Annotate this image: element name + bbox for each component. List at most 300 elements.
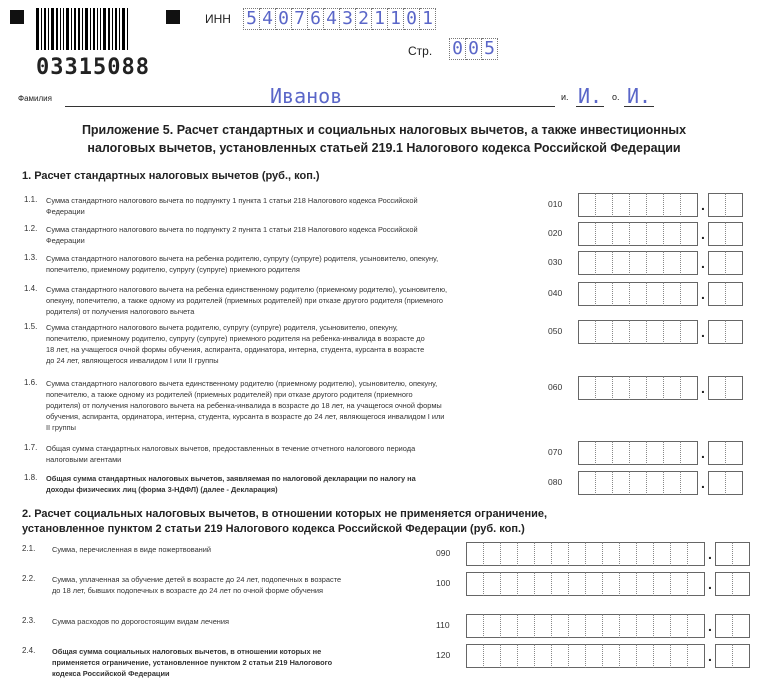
amount-cell[interactable] xyxy=(612,251,629,275)
amount-cell[interactable] xyxy=(653,572,670,596)
amount-rubles-cells[interactable] xyxy=(578,222,698,246)
amount-cell[interactable] xyxy=(568,614,585,638)
amount-cell[interactable] xyxy=(725,193,742,217)
barcode-bar xyxy=(71,8,72,50)
inn-digit: 0 xyxy=(276,8,292,30)
amount-cell[interactable] xyxy=(619,644,636,668)
amount-cell[interactable] xyxy=(708,282,725,306)
amount-rubles-cells[interactable] xyxy=(466,572,705,596)
barcode-bar xyxy=(119,8,120,50)
amount-cell[interactable] xyxy=(595,193,612,217)
amount-cell[interactable] xyxy=(680,376,697,400)
line-code: 100 xyxy=(436,578,451,588)
amount-cell[interactable] xyxy=(663,376,680,400)
barcode-bar xyxy=(127,8,128,50)
barcode-bar xyxy=(103,8,106,50)
amount-field-060[interactable] xyxy=(578,376,743,400)
amount-cell[interactable] xyxy=(612,282,629,306)
row-description-line: кодекса Российской Федерации xyxy=(52,669,170,678)
amount-cell[interactable] xyxy=(534,614,551,638)
amount-cell[interactable] xyxy=(619,542,636,566)
amount-cell[interactable] xyxy=(646,471,663,495)
amount-cell[interactable] xyxy=(585,542,602,566)
amount-cell[interactable] xyxy=(646,193,663,217)
amount-cell[interactable] xyxy=(725,251,742,275)
row-description-line: попечителю, приемному родителю, супругу (супруге) приемного родителя xyxy=(46,265,300,274)
amount-cell[interactable] xyxy=(636,644,653,668)
page-title-line1: Приложение 5. Расчет стандартных и социальных налоговых вычетов, а также инвестиционных xyxy=(81,123,687,137)
amount-cell[interactable] xyxy=(708,376,725,400)
amount-kopecks-cells[interactable] xyxy=(708,471,743,495)
row-description-line: Сумма стандартного налогового вычета по подпункту 2 пункта 1 статьи 218 Налогового кодекса Российской xyxy=(46,225,418,234)
amount-field-030[interactable] xyxy=(578,251,743,275)
row-description-line: до 18 лет, бывших подопечных в возрасте до 24 лет по очной форме обучения xyxy=(52,586,324,595)
amount-field-020[interactable] xyxy=(578,222,743,246)
barcode-bar xyxy=(112,8,113,50)
amount-cell[interactable] xyxy=(483,644,500,668)
row-description xyxy=(46,284,526,317)
row-description-line: Сумма, перечисленная в виде пожертвований xyxy=(52,545,212,554)
row-description xyxy=(46,253,526,275)
amount-cell[interactable] xyxy=(708,441,725,465)
row-description-line: Общая сумма стандартных налоговых вычетов, предоставленных в течение отчетного налогового периода xyxy=(46,444,416,453)
amount-cell[interactable] xyxy=(568,644,585,668)
row-description-line: Федерации xyxy=(46,207,85,216)
amount-cell[interactable] xyxy=(670,542,687,566)
amount-cell[interactable] xyxy=(646,376,663,400)
amount-rubles-cells[interactable] xyxy=(466,614,705,638)
amount-cell[interactable] xyxy=(653,614,670,638)
amount-cell[interactable] xyxy=(578,376,595,400)
amount-cell[interactable] xyxy=(595,441,612,465)
decimal-point: . xyxy=(708,546,712,562)
amount-cell[interactable] xyxy=(551,644,568,668)
decimal-point: . xyxy=(701,255,705,271)
amount-cell[interactable] xyxy=(687,644,704,668)
amount-kopecks-cells[interactable] xyxy=(708,376,743,400)
decimal-point: . xyxy=(701,380,705,396)
amount-cell[interactable] xyxy=(612,193,629,217)
amount-cell[interactable] xyxy=(551,572,568,596)
surname-value[interactable]: Иванов xyxy=(270,84,343,108)
corner-marker-left xyxy=(10,10,24,24)
amount-cell[interactable] xyxy=(715,572,732,596)
amount-kopecks-cells[interactable] xyxy=(708,441,743,465)
amount-cell[interactable] xyxy=(612,320,629,344)
amount-field-070[interactable] xyxy=(578,441,743,465)
amount-kopecks-cells[interactable] xyxy=(708,222,743,246)
amount-rubles-cells[interactable] xyxy=(578,251,698,275)
amount-cell[interactable] xyxy=(466,572,483,596)
row-description-line: Сумма стандартного налогового вычета на ребенка единственному родителю (приемному родителю), усыновителю, xyxy=(46,285,448,294)
amount-cell[interactable] xyxy=(578,222,595,246)
amount-cell[interactable] xyxy=(663,251,680,275)
amount-cell[interactable] xyxy=(708,193,725,217)
row-description xyxy=(46,443,526,465)
inn-digit: 1 xyxy=(420,8,436,30)
amount-cell[interactable] xyxy=(578,193,595,217)
amount-cell[interactable] xyxy=(602,614,619,638)
barcode-bar xyxy=(36,8,39,50)
amount-cell[interactable] xyxy=(568,542,585,566)
inn-digit: 0 xyxy=(404,8,420,30)
amount-cell[interactable] xyxy=(595,282,612,306)
amount-field-080[interactable] xyxy=(578,471,743,495)
amount-cell[interactable] xyxy=(687,542,704,566)
amount-cell[interactable] xyxy=(732,644,749,668)
amount-cell[interactable] xyxy=(680,251,697,275)
initial-i-value[interactable]: И. xyxy=(578,84,603,108)
amount-cell[interactable] xyxy=(483,542,500,566)
row-description xyxy=(52,544,412,555)
row-number: 1.3. xyxy=(24,253,38,262)
barcode-bar xyxy=(82,8,83,50)
decimal-point: . xyxy=(708,648,712,664)
row-description xyxy=(46,322,526,366)
amount-cell[interactable] xyxy=(629,441,646,465)
initial-o-label: о. xyxy=(612,92,620,102)
amount-cell[interactable] xyxy=(663,471,680,495)
amount-cell[interactable] xyxy=(653,644,670,668)
amount-cell[interactable] xyxy=(551,614,568,638)
amount-cell[interactable] xyxy=(466,542,483,566)
amount-cell[interactable] xyxy=(725,282,742,306)
amount-cell[interactable] xyxy=(500,614,517,638)
initial-i-label: и. xyxy=(561,92,569,102)
amount-kopecks-cells[interactable] xyxy=(708,193,743,217)
section2-heading-line1: 2. Расчет социальных налоговых вычетов, в отношении которых не применяется ограничение, xyxy=(22,508,548,520)
amount-cell[interactable] xyxy=(602,644,619,668)
decimal-point: . xyxy=(701,226,705,242)
amount-kopecks-cells[interactable] xyxy=(715,542,750,566)
amount-cell[interactable] xyxy=(725,222,742,246)
decimal-point: . xyxy=(708,576,712,592)
amount-cell[interactable] xyxy=(680,471,697,495)
row-description xyxy=(46,224,526,246)
barcode-bar xyxy=(122,8,125,50)
barcode xyxy=(36,8,130,50)
amount-cell[interactable] xyxy=(578,441,595,465)
row-description-line: обучения, аспиранта, ординатора, интерна, студента, курсанта в возрасте до 24 лет, являющегося инвалидом I или xyxy=(46,412,445,421)
amount-cell[interactable] xyxy=(732,572,749,596)
row-description-line: Сумма стандартного налогового вычета на ребенка родителю, супругу (супруге) родителя, усыновителю, опекуну, xyxy=(46,254,439,263)
amount-cell[interactable] xyxy=(646,251,663,275)
amount-cell[interactable] xyxy=(517,572,534,596)
row-description-line: попечителю, а также одному из родителей (приемных родителей) при отказе другого родителя (приемного xyxy=(46,390,413,399)
amount-field-050[interactable] xyxy=(578,320,743,344)
line-code: 110 xyxy=(436,620,450,630)
amount-cell[interactable] xyxy=(725,376,742,400)
row-description-line: Общая сумма социальных налоговых вычетов, в отношении которых не xyxy=(52,647,322,656)
row-description-line: Общая сумма стандартных налоговых вычетов, заявляемая по налоговой декларации по налогу на xyxy=(46,474,416,483)
amount-cell[interactable] xyxy=(732,614,749,638)
amount-cell[interactable] xyxy=(612,471,629,495)
amount-cell[interactable] xyxy=(646,320,663,344)
amount-rubles-cells[interactable] xyxy=(578,320,698,344)
barcode-bar xyxy=(74,8,76,50)
amount-cell[interactable] xyxy=(517,644,534,668)
amount-cell[interactable] xyxy=(595,471,612,495)
amount-cell[interactable] xyxy=(629,320,646,344)
row-description-line: применяется ограничение, установленное пунктом 2 статьи 219 Налогового xyxy=(52,658,333,667)
amount-cell[interactable] xyxy=(663,320,680,344)
inn-label: ИНН xyxy=(205,12,231,26)
amount-cell[interactable] xyxy=(500,644,517,668)
amount-cell[interactable] xyxy=(663,282,680,306)
corner-marker-right xyxy=(166,10,180,24)
inn-digit: 1 xyxy=(388,8,404,30)
line-code: 020 xyxy=(548,228,563,238)
amount-cell[interactable] xyxy=(725,320,742,344)
initial-o-underline xyxy=(624,106,654,107)
decimal-point: . xyxy=(708,618,712,634)
decimal-point: . xyxy=(701,445,705,461)
amount-rubles-cells[interactable] xyxy=(578,376,698,400)
amount-cell[interactable] xyxy=(612,441,629,465)
inn-digit: 5 xyxy=(243,8,260,30)
page-title-line2: налоговых вычетов, установленных статьей 219.1 Налогового кодекса Российской Федерации xyxy=(87,141,681,155)
amount-kopecks-cells[interactable] xyxy=(708,320,743,344)
amount-field-110[interactable] xyxy=(466,614,750,638)
amount-cell[interactable] xyxy=(663,222,680,246)
amount-cell[interactable] xyxy=(636,572,653,596)
amount-cell[interactable] xyxy=(619,614,636,638)
amount-rubles-cells[interactable] xyxy=(466,542,705,566)
amount-cell[interactable] xyxy=(708,251,725,275)
amount-cell[interactable] xyxy=(595,222,612,246)
amount-cell[interactable] xyxy=(517,542,534,566)
row-description-line: Сумма расходов по дорогостоящим видам лечения xyxy=(52,617,230,626)
amount-cell[interactable] xyxy=(534,644,551,668)
amount-kopecks-cells[interactable] xyxy=(708,282,743,306)
row-description-line: 18 лет, на учащегося очной формы обучения, аспиранта, ординатора, интерна, студента, курсанта в возрасте xyxy=(46,345,425,354)
amount-cell[interactable] xyxy=(629,193,646,217)
barcode-bar xyxy=(78,8,80,50)
row-number: 1.7. xyxy=(24,443,38,452)
amount-cell[interactable] xyxy=(612,376,629,400)
amount-cell[interactable] xyxy=(687,572,704,596)
barcode-bar xyxy=(90,8,91,50)
page-label: Стр. xyxy=(408,44,433,58)
amount-cell[interactable] xyxy=(715,542,732,566)
line-code: 010 xyxy=(548,199,563,209)
amount-cell[interactable] xyxy=(595,251,612,275)
amount-kopecks-cells[interactable] xyxy=(715,644,750,668)
amount-cell[interactable] xyxy=(619,572,636,596)
line-code: 070 xyxy=(548,447,563,457)
amount-field-010[interactable] xyxy=(578,193,743,217)
row-description-line: доходы физических лиц (форма 3-НДФЛ) (далее - Декларация) xyxy=(46,485,278,494)
amount-cell[interactable] xyxy=(466,644,483,668)
barcode-bar xyxy=(66,8,69,50)
line-code: 080 xyxy=(548,477,563,487)
amount-cell[interactable] xyxy=(629,222,646,246)
initial-o-value[interactable]: И. xyxy=(627,84,652,108)
line-code: 090 xyxy=(436,548,451,558)
amount-cell[interactable] xyxy=(732,542,749,566)
page-digit: 0 xyxy=(449,38,466,60)
row-description xyxy=(52,574,412,596)
line-code: 050 xyxy=(548,326,563,336)
amount-rubles-cells[interactable] xyxy=(466,644,705,668)
row-number: 2.1. xyxy=(22,544,36,553)
amount-kopecks-cells[interactable] xyxy=(715,572,750,596)
amount-cell[interactable] xyxy=(680,441,697,465)
barcode-bar xyxy=(97,8,98,50)
decimal-point: . xyxy=(701,475,705,491)
surname-label: Фамилия xyxy=(18,94,52,103)
row-description xyxy=(52,616,412,627)
barcode-bar xyxy=(115,8,117,50)
barcode-bar xyxy=(100,8,101,50)
inn-field[interactable] xyxy=(243,8,436,30)
amount-cell[interactable] xyxy=(725,441,742,465)
amount-cell[interactable] xyxy=(602,572,619,596)
barcode-bar xyxy=(56,8,58,50)
amount-cell[interactable] xyxy=(629,376,646,400)
barcode-bar xyxy=(93,8,95,50)
row-number: 1.1. xyxy=(24,195,38,204)
inn-digit: 7 xyxy=(292,8,308,30)
amount-cell[interactable] xyxy=(708,320,725,344)
row-description-line: Сумма стандартного налогового вычета по подпункту 1 пункта 1 статьи 218 Налогового кодекса Российской xyxy=(46,196,418,205)
page-title xyxy=(10,121,758,157)
amount-rubles-cells[interactable] xyxy=(578,441,698,465)
amount-rubles-cells[interactable] xyxy=(578,471,698,495)
row-description-line: Сумма, уплаченная за обучение детей в возрасте до 24 лет, подопечных в возрасте xyxy=(52,575,342,584)
barcode-bar xyxy=(41,8,42,50)
amount-cell[interactable] xyxy=(663,193,680,217)
amount-cell[interactable] xyxy=(653,542,670,566)
page-digit: 0 xyxy=(466,38,482,60)
amount-field-120[interactable] xyxy=(466,644,750,668)
page-digit: 5 xyxy=(482,38,498,60)
initial-i-underline xyxy=(576,106,604,107)
barcode-bar xyxy=(60,8,61,50)
amount-cell[interactable] xyxy=(500,572,517,596)
inn-digit: 4 xyxy=(260,8,276,30)
page-number-field[interactable] xyxy=(449,38,498,60)
amount-cell[interactable] xyxy=(602,542,619,566)
amount-cell[interactable] xyxy=(670,572,687,596)
amount-cell[interactable] xyxy=(646,222,663,246)
amount-rubles-cells[interactable] xyxy=(578,282,698,306)
amount-cell[interactable] xyxy=(578,251,595,275)
line-code: 060 xyxy=(548,382,563,392)
amount-rubles-cells[interactable] xyxy=(578,193,698,217)
row-description-line: опекуну, попечителю, а также одному из родителей (приемных родителей) при отказе другого родителя (приемного xyxy=(46,296,444,305)
amount-cell[interactable] xyxy=(466,614,483,638)
amount-cell[interactable] xyxy=(680,320,697,344)
amount-cell[interactable] xyxy=(670,644,687,668)
section2-heading xyxy=(22,507,547,537)
amount-field-090[interactable] xyxy=(466,542,750,566)
amount-cell[interactable] xyxy=(670,614,687,638)
row-description-line: II группы xyxy=(46,423,76,432)
amount-cell[interactable] xyxy=(534,572,551,596)
amount-field-100[interactable] xyxy=(466,572,750,596)
amount-cell[interactable] xyxy=(646,441,663,465)
amount-cell[interactable] xyxy=(680,282,697,306)
row-description-line: налоговыми агентами xyxy=(46,455,122,464)
amount-cell[interactable] xyxy=(636,542,653,566)
amount-cell[interactable] xyxy=(612,222,629,246)
decimal-point: . xyxy=(701,197,705,213)
amount-cell[interactable] xyxy=(629,251,646,275)
amount-cell[interactable] xyxy=(715,644,732,668)
amount-cell[interactable] xyxy=(629,282,646,306)
row-description xyxy=(46,195,526,217)
line-code: 040 xyxy=(548,288,563,298)
amount-cell[interactable] xyxy=(629,471,646,495)
decimal-point: . xyxy=(701,324,705,340)
amount-cell[interactable] xyxy=(517,614,534,638)
amount-cell[interactable] xyxy=(500,542,517,566)
row-number: 1.4. xyxy=(24,284,38,293)
decimal-point: . xyxy=(701,286,705,302)
inn-digit: 1 xyxy=(372,8,388,30)
amount-cell[interactable] xyxy=(595,320,612,344)
amount-cell[interactable] xyxy=(585,572,602,596)
amount-cell[interactable] xyxy=(708,222,725,246)
amount-cell[interactable] xyxy=(578,471,595,495)
row-number: 1.2. xyxy=(24,224,38,233)
amount-cell[interactable] xyxy=(578,282,595,306)
section2-heading-line2: установленное пунктом 2 статьи 219 Налогового кодекса Российской Федерации (руб. коп.) xyxy=(22,523,525,535)
amount-cell[interactable] xyxy=(551,542,568,566)
inn-digit: 6 xyxy=(308,8,324,30)
amount-cell[interactable] xyxy=(680,222,697,246)
row-description-line: родителя) от получения налогового вычета xyxy=(46,307,195,316)
amount-cell[interactable] xyxy=(708,471,725,495)
row-description-line: Сумма стандартного налогового вычета единственному родителю (приемному родителю), усыновителю, опекуну, xyxy=(46,379,438,388)
amount-cell[interactable] xyxy=(585,644,602,668)
amount-cell[interactable] xyxy=(646,282,663,306)
barcode-bar xyxy=(51,8,54,50)
amount-cell[interactable] xyxy=(483,614,500,638)
amount-field-040[interactable] xyxy=(578,282,743,306)
row-description-line: родителя) от получения налогового вычета на ребенка-инвалида в возрасте до 18 лет, на учащегося очной формы xyxy=(46,401,442,410)
row-number: 1.6. xyxy=(24,378,38,387)
row-description xyxy=(52,646,412,679)
amount-cell[interactable] xyxy=(595,376,612,400)
row-description-line: Федерации xyxy=(46,236,85,245)
amount-cell[interactable] xyxy=(725,471,742,495)
barcode-bar xyxy=(44,8,46,50)
barcode-bar xyxy=(63,8,64,50)
row-description-line: до 24 лет, являющегося инвалидом I или II группы xyxy=(46,356,219,365)
amount-cell[interactable] xyxy=(568,572,585,596)
inn-digit: 3 xyxy=(340,8,356,30)
amount-cell[interactable] xyxy=(687,614,704,638)
amount-cell[interactable] xyxy=(483,572,500,596)
barcode-bar xyxy=(48,8,49,50)
row-description-line: Сумма стандартного налогового вычета родителю, супругу (супруге) родителя, усыновителю, опекуну, xyxy=(46,323,398,332)
amount-kopecks-cells[interactable] xyxy=(708,251,743,275)
row-number: 2.2. xyxy=(22,574,36,583)
amount-cell[interactable] xyxy=(585,614,602,638)
amount-kopecks-cells[interactable] xyxy=(715,614,750,638)
amount-cell[interactable] xyxy=(636,614,653,638)
row-number: 2.3. xyxy=(22,616,36,625)
amount-cell[interactable] xyxy=(715,614,732,638)
amount-cell[interactable] xyxy=(534,542,551,566)
amount-cell[interactable] xyxy=(578,320,595,344)
section1-heading: 1. Расчет стандартных налоговых вычетов (руб., коп.) xyxy=(22,170,320,182)
barcode-bar xyxy=(85,8,88,50)
amount-cell[interactable] xyxy=(680,193,697,217)
amount-cell[interactable] xyxy=(663,441,680,465)
